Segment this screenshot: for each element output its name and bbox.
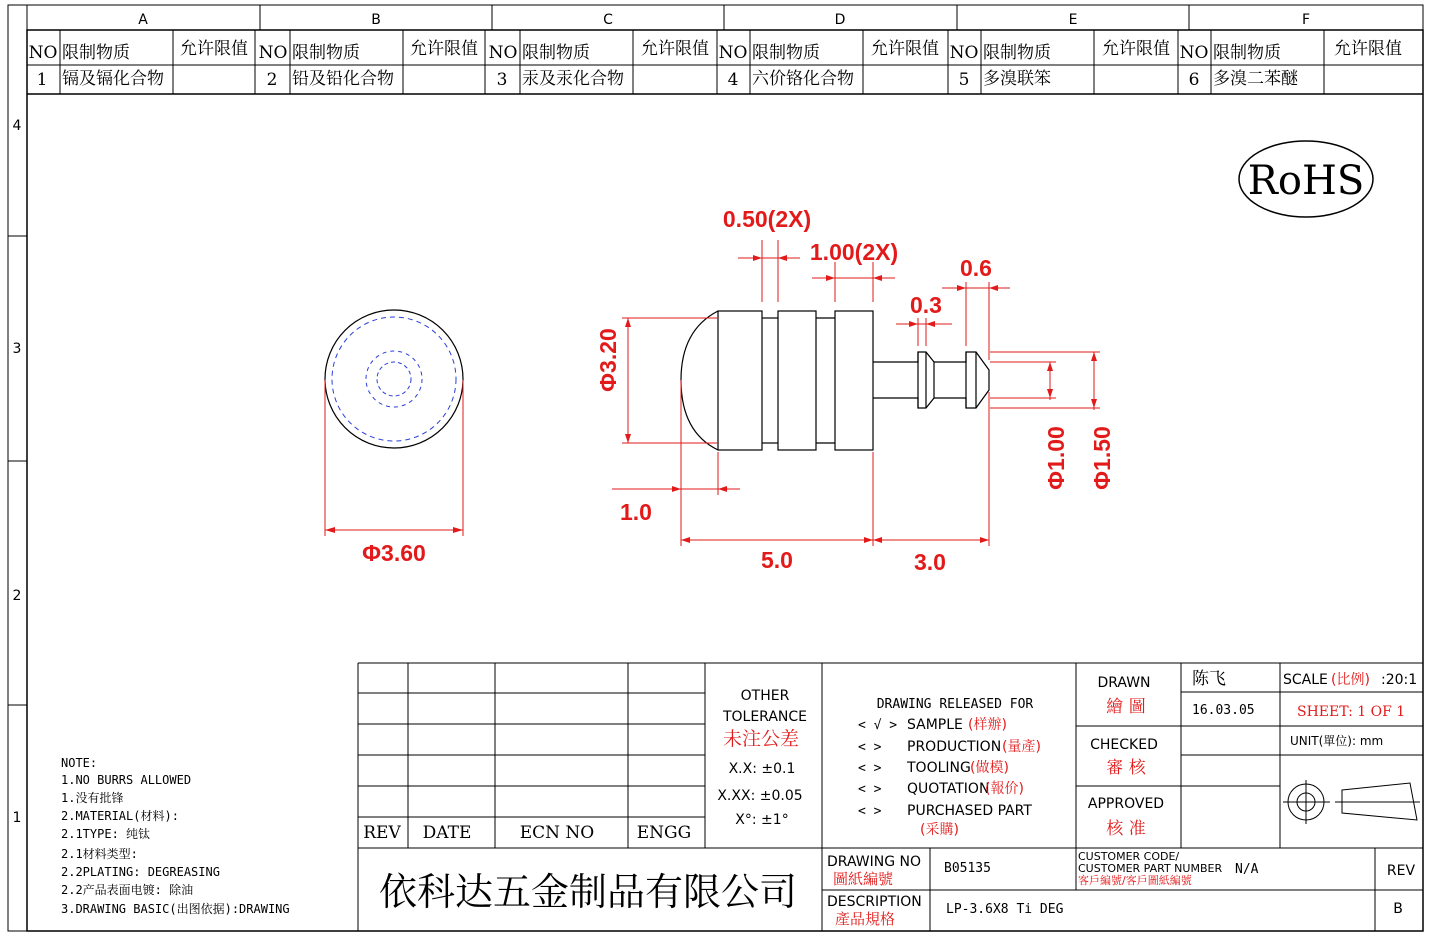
release-mark: < >: [858, 782, 882, 797]
note-line: NOTE:: [61, 756, 98, 770]
drawn-name: 陈飞: [1192, 669, 1226, 689]
note-line: 2.MATERIAL(材料):: [61, 809, 179, 823]
end-view-hidden-outer: [332, 317, 456, 441]
date-header: DATE: [422, 823, 472, 843]
header-no: NO: [488, 43, 518, 63]
header-substance: 限制物质: [1213, 43, 1281, 63]
note-line: 2.1TYPE: 纯钛: [61, 827, 151, 841]
header-limit: 允许限值: [641, 39, 709, 59]
release-option-purchased: PURCHASED PART: [907, 803, 1032, 819]
release-mark: < >: [858, 761, 882, 776]
zone-row-1: 1: [12, 810, 22, 826]
release-mark: < >: [858, 740, 882, 755]
header-substance: 限制物质: [292, 43, 360, 63]
note-line: 2.2PLATING: DEGREASING: [61, 865, 220, 879]
substance-no: 2: [266, 70, 278, 90]
substance-name: 多溴联笨: [983, 69, 1051, 89]
dim-neck-length: 0.3: [910, 292, 942, 318]
end-view-hidden-inner: [377, 362, 411, 396]
scale-cn: (比例): [1331, 672, 1370, 688]
substance-name: 六价铬化合物: [752, 69, 854, 89]
customer-label-2: CUSTOMER PART NUMBER: [1078, 862, 1223, 875]
description-cn: 產品規格: [835, 910, 896, 928]
release-option-tooling-cn: (做模): [970, 760, 1009, 776]
zone-row-2: 2: [12, 588, 22, 604]
rev-value: B: [1393, 901, 1403, 917]
approved-label: APPROVED: [1087, 796, 1165, 812]
tolerance-xxx: X.XX: ±0.05: [717, 788, 803, 804]
column-zone-markers: [27, 5, 1310, 30]
land-2: [778, 311, 816, 450]
drawing-info-block: [827, 850, 1415, 928]
zone-col-d: D: [834, 12, 846, 28]
tolerance-block: [717, 688, 807, 828]
release-option-tooling: TOOLING: [907, 760, 971, 776]
scale-label: SCALE: [1283, 672, 1328, 688]
release-option-quotation-cn: (報价): [985, 781, 1024, 797]
drawn-label: DRAWN: [1097, 675, 1151, 691]
tolerance-title-2: TOLERANCE: [722, 709, 808, 725]
release-option-quotation: QUOTATION: [907, 781, 990, 797]
dim-flange-diameter: Φ3.60: [362, 540, 426, 566]
end-view-outline: [325, 310, 463, 448]
release-option-sample-cn: (样辦): [968, 717, 1007, 733]
projection-symbol: [1283, 780, 1420, 824]
dim-pin-diameter-1: Φ1.00: [1043, 426, 1069, 490]
substance-name: 铅及铅化合物: [292, 69, 394, 89]
rev-label: REV: [1386, 863, 1416, 879]
rev-header: REV: [363, 823, 401, 843]
approved-cn: 核 准: [1106, 819, 1146, 839]
note-line: 1.NO BURRS ALLOWED: [61, 773, 192, 787]
header-limit: 允许限值: [410, 39, 478, 59]
substance-no: 3: [496, 70, 508, 90]
revision-table-headers: [363, 823, 691, 843]
dim-pin-diameter-2: Φ1.50: [1089, 426, 1115, 490]
tolerance-title-cn: 未注公差: [722, 728, 800, 750]
substance-no: 4: [727, 70, 739, 90]
dimension-lines: [612, 240, 1100, 546]
zone-row-4: 4: [12, 118, 22, 134]
substance-table-headers: [29, 39, 1402, 63]
release-option-purchased-cn: (采購): [920, 822, 959, 838]
zone-col-f: F: [1301, 12, 1311, 28]
ecn-header: ECN NO: [519, 823, 595, 843]
header-limit: 允许限值: [871, 39, 939, 59]
tolerance-title-1: OTHER: [740, 688, 790, 704]
note-line: 2.2产品表面电镀: 除油: [61, 883, 194, 897]
drawing-no-label: DRAWING NO: [827, 854, 921, 870]
release-block: [858, 697, 1041, 838]
header-no: NO: [28, 43, 58, 63]
header-substance: 限制物质: [752, 43, 820, 63]
release-option-production-cn: (量產): [1002, 739, 1041, 755]
side-view: [681, 311, 989, 450]
pin-tip: [934, 352, 989, 408]
customer-label-1: CUSTOMER CODE/: [1078, 850, 1180, 863]
outer-border: [8, 5, 1423, 931]
drawing-no-cn: 圖紙編號: [833, 870, 894, 888]
checked-cn: 審 核: [1106, 758, 1146, 778]
substance-table-rows: [37, 69, 1299, 90]
header-limit: 允许限值: [180, 39, 248, 59]
release-title: DRAWING RELEASED FOR: [876, 697, 1034, 712]
note-line: 2.1材料类型:: [61, 847, 138, 861]
substance-no: 1: [36, 70, 48, 90]
zone-col-e: E: [1068, 12, 1078, 28]
header-no: NO: [718, 43, 748, 63]
land-1: [718, 311, 762, 450]
dimension-labels: [595, 206, 1115, 575]
note-line: 1.没有批锋: [61, 791, 124, 805]
header-substance: 限制物质: [983, 43, 1051, 63]
zone-row-3: 3: [12, 341, 22, 357]
header-limit: 允许限值: [1102, 39, 1170, 59]
dim-head-diameter: Φ3.20: [595, 328, 621, 392]
dim-tip-length: 0.6: [960, 255, 992, 281]
dim-pin-length: 3.0: [914, 549, 946, 575]
notes: [61, 756, 290, 916]
header-no: NO: [949, 43, 979, 63]
dim-land-width: 1.00(2X): [809, 239, 899, 265]
engg-header: ENGG: [636, 823, 692, 843]
description-label: DESCRIPTION: [827, 894, 922, 910]
customer-code-value: N/A: [1235, 862, 1259, 877]
rohs-logo: [1239, 141, 1373, 217]
drawn-cn: 繪 圖: [1106, 697, 1146, 717]
header-no: NO: [1179, 43, 1209, 63]
substance-no: 6: [1188, 70, 1200, 90]
sheet-number: SHEET: 1 OF 1: [1297, 704, 1406, 720]
drawn-date: 16.03.05: [1192, 703, 1255, 718]
header-substance: 限制物质: [522, 43, 590, 63]
substance-name: 镉及镉化合物: [62, 69, 164, 89]
drawing-number: B05135: [944, 861, 991, 876]
release-option-sample: SAMPLE: [907, 717, 963, 733]
end-view-hidden-mid: [366, 351, 422, 407]
scale-sheet-block: [1283, 672, 1417, 748]
scale-value: :20:1: [1381, 672, 1418, 688]
header-limit: 允许限值: [1334, 39, 1402, 59]
zone-col-a: A: [138, 12, 148, 28]
release-mark: < √ >: [858, 718, 898, 733]
company-name: 依科达五金制品有限公司: [378, 870, 798, 914]
dimension-arrows: [625, 255, 1097, 543]
tolerance-xx: X.X: ±0.1: [728, 761, 796, 777]
checked-label: CHECKED: [1090, 737, 1158, 753]
substance-name: 多溴二苯醚: [1213, 69, 1298, 89]
dim-groove-width: 0.50(2X): [722, 206, 812, 232]
substance-no: 5: [958, 70, 970, 90]
zone-col-b: B: [371, 12, 381, 28]
release-option-production: PRODUCTION: [907, 739, 1002, 755]
customer-label-cn: 客戶編號/客戶圖紙編號: [1078, 874, 1192, 887]
land-3: [835, 311, 873, 450]
part-description: LP-3.6X8 Ti DEG: [946, 902, 1064, 917]
dim-head-offset: 1.0: [620, 499, 652, 525]
rohs-text: RoHS: [1247, 158, 1365, 204]
row-zone-markers: [8, 118, 27, 826]
pin-shank: [873, 352, 934, 408]
header-substance: 限制物质: [62, 43, 130, 63]
substance-name: 汞及汞化合物: [522, 69, 624, 89]
dim-body-length: 5.0: [761, 547, 793, 573]
signoff-block: [1088, 669, 1255, 839]
release-mark: < >: [858, 804, 882, 819]
end-view: [325, 310, 463, 566]
note-line: 3.DRAWING BASIC(出图依据):DRAWING: [61, 902, 290, 916]
tolerance-angle: X°: ±1°: [735, 812, 789, 828]
header-no: NO: [258, 43, 288, 63]
unit-label: UNIT(單位): mm: [1290, 734, 1384, 748]
dome-head: [681, 311, 718, 450]
zone-col-c: C: [603, 12, 613, 28]
